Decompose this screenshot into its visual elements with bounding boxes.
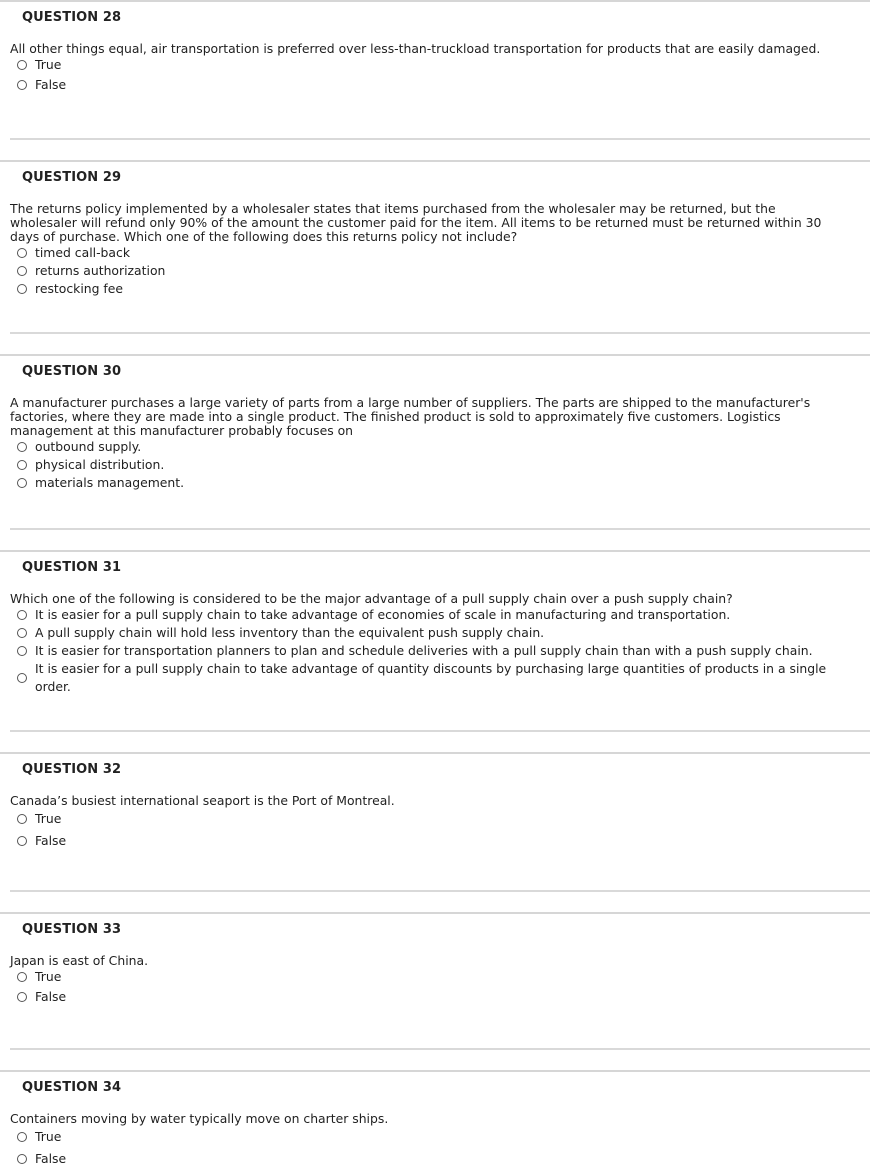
answer-label: physical distribution. — [35, 457, 165, 472]
question-title: QUESTION 30 — [22, 364, 122, 379]
radio-button-icon[interactable] — [17, 628, 27, 638]
radio-button-icon[interactable] — [17, 814, 27, 824]
answer-options — [10, 438, 840, 492]
question-divider — [0, 550, 870, 552]
question-divider — [0, 0, 870, 2]
question-divider — [0, 354, 870, 356]
answer-label: A pull supply chain will hold less inventory than the equivalent push supply chain. — [35, 625, 545, 640]
question-text: All other things equal, air transportation is preferred over less-than-truckload transportation for products that are easily damaged. — [10, 41, 821, 56]
question-divider — [0, 1070, 870, 1072]
answer-option-less-inventory[interactable] — [10, 624, 840, 642]
question-body — [10, 42, 840, 96]
answer-option-true[interactable] — [10, 56, 840, 74]
question-title: QUESTION 34 — [22, 1080, 122, 1095]
answer-label: False — [35, 1151, 67, 1166]
answer-options — [10, 244, 840, 298]
radio-button-icon[interactable] — [17, 80, 27, 90]
question-divider — [0, 912, 870, 914]
question-text: The returns policy implemented by a wholesaler states that items purchased from the wholesaler may be returned, but the wholesaler will refund only 90% of the amount the customer paid for the item. All items to be returned must be returned within 30 days of purchase. Which one of the following does this returns policy not include? — [10, 201, 822, 244]
question-text: A manufacturer purchases a large variety of parts from a large number of suppliers. The parts are shipped to the manufacturer's factories, where they are made into a single product. The finished product is sold to approximately five customers. Logistics management at this manufacturer probably focuses on — [10, 395, 811, 438]
answer-label: True — [35, 1129, 62, 1144]
answer-option-economies-of-scale[interactable] — [10, 606, 840, 624]
answer-options — [10, 1126, 840, 1170]
answer-option-materials-management[interactable] — [10, 474, 840, 492]
radio-button-icon[interactable] — [17, 972, 27, 982]
question-33 — [0, 912, 870, 1070]
answer-label: It is easier for a pull supply chain to take advantage of quantity discounts by purchasing large quantities of products in a single order. — [35, 661, 827, 694]
answer-options — [10, 606, 840, 696]
answer-label: False — [35, 833, 67, 848]
answer-label: outbound supply. — [35, 439, 142, 454]
question-title: QUESTION 28 — [22, 10, 122, 25]
radio-button-icon[interactable] — [17, 836, 27, 846]
radio-button-icon[interactable] — [17, 478, 27, 488]
answer-label: True — [35, 811, 62, 826]
question-footer-divider — [10, 138, 870, 140]
question-body — [10, 1112, 840, 1170]
answer-option-false[interactable] — [10, 830, 840, 852]
answer-label: It is easier for a pull supply chain to take advantage of economies of scale in manufacturing and transportation. — [35, 607, 731, 622]
question-footer-divider — [10, 890, 870, 892]
answer-option-outbound-supply[interactable] — [10, 438, 840, 456]
question-30 — [0, 354, 870, 550]
radio-button-icon[interactable] — [17, 646, 27, 656]
question-29 — [0, 160, 870, 354]
radio-button-icon[interactable] — [17, 992, 27, 1002]
answer-option-false[interactable] — [10, 74, 840, 96]
answer-label: materials management. — [35, 475, 185, 490]
answer-option-true[interactable] — [10, 808, 840, 830]
radio-button-icon[interactable] — [17, 266, 27, 276]
radio-button-icon[interactable] — [17, 460, 27, 470]
question-text: Japan is east of China. — [10, 953, 149, 968]
question-footer-divider — [10, 730, 870, 732]
radio-button-icon[interactable] — [17, 1132, 27, 1142]
question-title: QUESTION 33 — [22, 922, 122, 937]
answer-option-returns-authorization[interactable] — [10, 262, 840, 280]
answer-options — [10, 968, 840, 1008]
answer-label: False — [35, 77, 67, 92]
question-34 — [0, 1070, 870, 1174]
question-footer-divider — [10, 332, 870, 334]
question-28 — [0, 0, 870, 160]
question-body — [10, 396, 840, 492]
answer-option-true[interactable] — [10, 968, 840, 986]
answer-option-plan-deliveries[interactable] — [10, 642, 840, 660]
radio-button-icon[interactable] — [17, 60, 27, 70]
question-divider — [0, 752, 870, 754]
answer-label: False — [35, 989, 67, 1004]
answer-option-restocking-fee[interactable] — [10, 280, 840, 298]
answer-options — [10, 56, 840, 96]
radio-button-icon[interactable] — [17, 284, 27, 294]
question-title: QUESTION 29 — [22, 170, 122, 185]
answer-label: True — [35, 969, 62, 984]
answer-option-timed-call-back[interactable] — [10, 244, 840, 262]
answer-option-quantity-discounts[interactable] — [10, 660, 840, 696]
question-body — [10, 954, 840, 1008]
radio-button-icon[interactable] — [17, 1154, 27, 1164]
answer-label: timed call-back — [35, 245, 131, 260]
answer-option-false[interactable] — [10, 986, 840, 1008]
radio-button-icon[interactable] — [17, 442, 27, 452]
answer-label: returns authorization — [35, 263, 166, 278]
answer-option-physical-distribution[interactable] — [10, 456, 840, 474]
question-body — [10, 592, 840, 696]
question-text: Canada’s busiest international seaport is the Port of Montreal. — [10, 793, 395, 808]
question-31 — [0, 550, 870, 752]
question-title: QUESTION 32 — [22, 762, 122, 777]
question-body — [10, 794, 840, 852]
answer-option-false[interactable] — [10, 1148, 840, 1170]
radio-button-icon[interactable] — [17, 248, 27, 258]
answer-options — [10, 808, 840, 852]
question-footer-divider — [10, 1048, 870, 1050]
question-title: QUESTION 31 — [22, 560, 122, 575]
question-footer-divider — [10, 528, 870, 530]
answer-label: True — [35, 57, 62, 72]
question-body — [10, 202, 840, 298]
answer-label: restocking fee — [35, 281, 124, 296]
answer-option-true[interactable] — [10, 1126, 840, 1148]
answer-label: It is easier for transportation planners to plan and schedule deliveries with a pull supply chain than with a push supply chain. — [35, 643, 813, 658]
radio-button-icon[interactable] — [17, 610, 27, 620]
radio-button-icon[interactable] — [17, 673, 27, 683]
question-32 — [0, 752, 870, 912]
question-divider — [0, 160, 870, 162]
question-text: Containers moving by water typically move on charter ships. — [10, 1111, 389, 1126]
question-text: Which one of the following is considered to be the major advantage of a pull supply chain over a push supply chain? — [10, 591, 733, 606]
